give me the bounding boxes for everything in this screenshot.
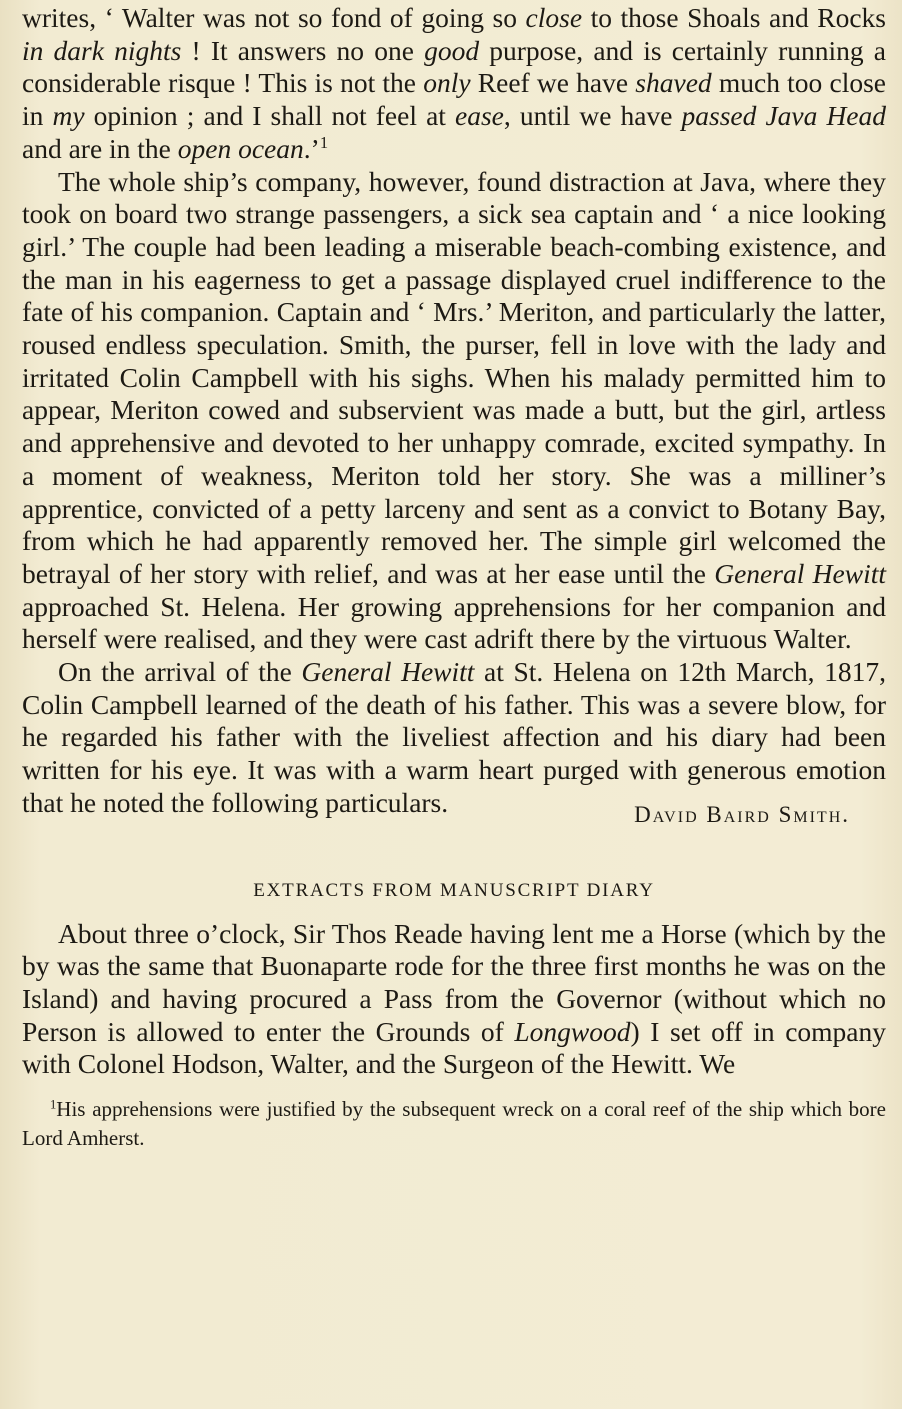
text-run: much too close in: [22, 67, 886, 132]
italic-text: General Hewitt: [714, 557, 886, 589]
text-run: purpose, and is certainly running a considerable risque ! This is not the: [22, 34, 886, 99]
italic-text: General Hewitt: [301, 656, 475, 688]
diary-extract: [22, 918, 886, 1082]
paragraph: [22, 2, 886, 166]
footnote-ref: 1: [319, 132, 329, 152]
italic-text: passed Java Head: [681, 100, 887, 132]
text-run: ! It answers no one: [181, 34, 425, 66]
section-heading: EXTRACTS FROM MANUSCRIPT DIARY: [253, 879, 655, 901]
text-run: opinion ; and I shall not feel at: [84, 100, 455, 132]
text-run: The whole ship’s company, however, found distraction at Java, where they took on board two strange passengers, a sick sea captain and ‘ a nice looking girl.’ The couple had been leading a miserable beach-combing existence, and the man in his eagerness to get a passage displayed cruel indifference to the fate of his companion. Captain and ‘ Mrs.’ Meriton, and particularly the latter, roused endless speculation. Smith, the purser, fell in love with the lady and irritated Colin Campbell with his sighs. When his malady permitted him to appear, Meriton cowed and subservient was made a butt, but the girl, artless and apprehensive and devoted to her unhappy comrade, excited sympathy. In a moment of weakness, Meriton told her story. She was a milliner’s apprentice, convicted of a petty larceny and sent as a convict to Botany Bay, from which he had apparently removed her. The simple girl welcomed the betrayal of her story with relief, and was at her ease until the: [22, 165, 886, 589]
text-run: , until we have: [503, 100, 682, 132]
text-run: writes, ‘ Walter was not so fond of going so: [22, 2, 526, 33]
italic-text: good: [424, 34, 480, 66]
italic-text: open ocean: [177, 132, 304, 164]
text-run: at St. Helena on 12th March, 1817, Colin Campbell learned of the death of his father. This was a severe blow, for he regarded his father with the liveliest affection and his diary had been written for his eye. It was with a warm heart purged with generous emotion that he noted the following particulars.: [22, 656, 886, 818]
footnote-marker: 1: [50, 1097, 57, 1112]
paragraph: [22, 656, 886, 820]
footnote-text: His apprehensions were justified by the subsequent wreck on a coral reef of the ship which bore Lord Amherst.: [22, 1097, 886, 1151]
italic-text: close: [525, 2, 583, 33]
text-run: Reef we have: [470, 67, 636, 99]
text-run: .’: [303, 132, 320, 164]
author-signature: David Baird Smith.: [634, 801, 850, 827]
text-run: ) I set off in company with Colonel Hodson, Walter, and the Surgeon of the Hewitt. We: [22, 1015, 887, 1080]
text-run: About three o’clock, Sir Thos Reade having lent me a Horse (which by the by was the same that Buonaparte rode for the three first months he was on the Island) and having procured a Pass from the Governor (without which no Person is allowed to enter the Grounds of: [22, 917, 886, 1047]
italic-text: only: [423, 67, 471, 99]
italic-text: shaved: [635, 67, 712, 99]
text-run: On the arrival of the: [58, 656, 302, 688]
italic-text: Longwood: [514, 1015, 631, 1047]
body-text: [22, 2, 886, 820]
text-run: and are in the: [22, 132, 178, 164]
italic-text: in dark nights: [22, 34, 182, 66]
text-run: approached St. Helena. Her growing apprehensions for her companion and herself were realised, and they were cast adrift there by the virtuous Walter.: [22, 590, 886, 655]
italic-text: my: [52, 100, 85, 132]
paragraph: [22, 166, 886, 657]
footnote: [22, 1095, 886, 1153]
italic-text: ease: [455, 100, 504, 132]
text-run: to those Shoals and Rocks: [582, 2, 886, 33]
